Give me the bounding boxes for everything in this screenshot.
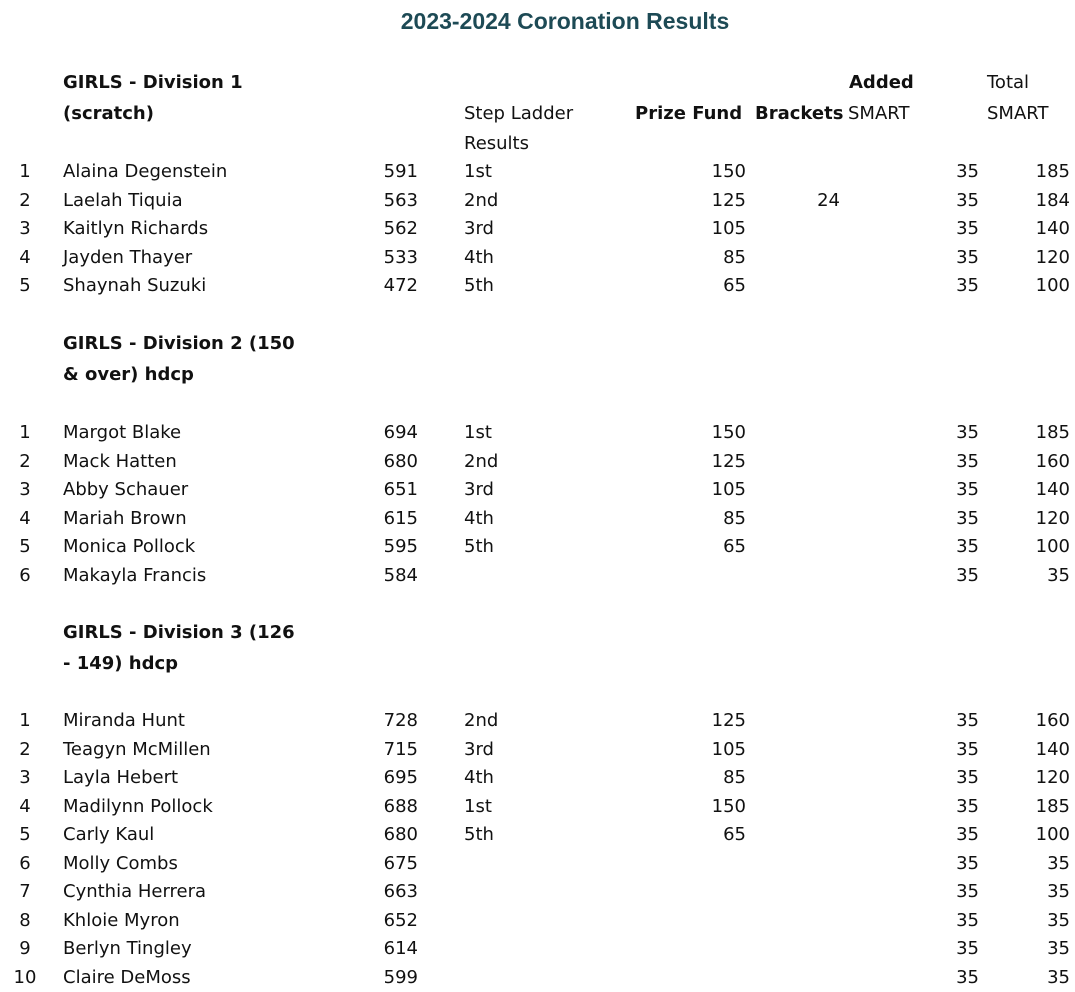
score-cell: 562 — [340, 215, 418, 244]
total-smart-cell: 100 — [1000, 821, 1070, 850]
table-row — [0, 448, 1075, 477]
step-ladder-cell: 4th — [464, 505, 494, 534]
added-smart-cell: 35 — [920, 272, 979, 301]
table-row — [0, 244, 1075, 273]
name-cell: Jayden Thayer — [63, 244, 192, 273]
added-smart-cell: 35 — [920, 562, 979, 591]
table-row — [0, 821, 1075, 850]
table-row — [0, 419, 1075, 448]
total-smart-cell: 35 — [1000, 850, 1070, 879]
prize-fund-cell: 85 — [650, 764, 746, 793]
rank-cell: 6 — [10, 850, 40, 879]
added-smart-cell: 35 — [920, 158, 979, 187]
division-3-subheading: - 149) hdcp — [63, 648, 178, 679]
total-smart-cell: 184 — [1000, 187, 1070, 216]
rank-cell: 5 — [10, 533, 40, 562]
step-ladder-cell: 2nd — [464, 187, 498, 216]
table-row — [0, 793, 1075, 822]
total-smart-header-line2: SMART — [987, 98, 1048, 129]
added-smart-cell: 35 — [920, 707, 979, 736]
step-ladder-cell: 3rd — [464, 736, 494, 765]
name-cell: Cynthia Herrera — [63, 878, 206, 907]
added-smart-cell: 35 — [920, 476, 979, 505]
name-cell: Alaina Degenstein — [63, 158, 227, 187]
name-cell: Abby Schauer — [63, 476, 188, 505]
rank-cell: 5 — [10, 272, 40, 301]
rank-cell: 10 — [10, 964, 40, 992]
division-3-table — [0, 707, 1075, 992]
total-smart-cell: 100 — [1000, 272, 1070, 301]
prize-fund-cell: 65 — [650, 272, 746, 301]
total-smart-cell: 35 — [1000, 907, 1070, 936]
total-smart-cell: 140 — [1000, 215, 1070, 244]
table-row — [0, 505, 1075, 534]
step-ladder-cell: 1st — [464, 419, 492, 448]
added-smart-cell: 35 — [920, 419, 979, 448]
table-row — [0, 476, 1075, 505]
name-cell: Molly Combs — [63, 850, 178, 879]
name-cell: Teagyn McMillen — [63, 736, 211, 765]
score-cell: 584 — [340, 562, 418, 591]
added-smart-cell: 35 — [920, 244, 979, 273]
step-ladder-cell: 4th — [464, 244, 494, 273]
prize-fund-cell: 125 — [650, 187, 746, 216]
name-cell: Laelah Tiquia — [63, 187, 183, 216]
table-row — [0, 736, 1075, 765]
rank-cell: 1 — [10, 707, 40, 736]
score-cell: 614 — [340, 935, 418, 964]
rank-cell: 2 — [10, 448, 40, 477]
added-smart-cell: 35 — [920, 821, 979, 850]
added-smart-cell: 35 — [920, 935, 979, 964]
table-row — [0, 878, 1075, 907]
score-cell: 688 — [340, 793, 418, 822]
added-smart-cell: 35 — [920, 533, 979, 562]
table-row — [0, 562, 1075, 591]
step-ladder-header-line2: Results — [464, 128, 529, 159]
score-cell: 715 — [340, 736, 418, 765]
rank-cell: 4 — [10, 244, 40, 273]
table-row — [0, 935, 1075, 964]
name-cell: Kaitlyn Richards — [63, 215, 208, 244]
added-smart-cell: 35 — [920, 878, 979, 907]
name-cell: Mack Hatten — [63, 448, 177, 477]
rank-cell: 4 — [10, 505, 40, 534]
total-smart-cell: 160 — [1000, 448, 1070, 477]
total-smart-cell: 35 — [1000, 935, 1070, 964]
total-smart-cell: 35 — [1000, 964, 1070, 992]
table-row — [0, 533, 1075, 562]
table-row — [0, 850, 1075, 879]
score-cell: 651 — [340, 476, 418, 505]
prize-fund-cell: 105 — [650, 215, 746, 244]
division-1-subheading: (scratch) — [63, 98, 154, 129]
score-cell: 533 — [340, 244, 418, 273]
step-ladder-cell: 5th — [464, 272, 494, 301]
name-cell: Margot Blake — [63, 419, 181, 448]
rank-cell: 3 — [10, 215, 40, 244]
rank-cell: 3 — [10, 764, 40, 793]
total-smart-cell: 120 — [1000, 764, 1070, 793]
prize-fund-cell: 150 — [650, 158, 746, 187]
name-cell: Makayla Francis — [63, 562, 206, 591]
name-cell: Claire DeMoss — [63, 964, 191, 992]
total-smart-cell: 160 — [1000, 707, 1070, 736]
total-smart-cell: 185 — [1000, 419, 1070, 448]
name-cell: Monica Pollock — [63, 533, 195, 562]
step-ladder-cell: 5th — [464, 821, 494, 850]
total-smart-cell: 140 — [1000, 736, 1070, 765]
step-ladder-cell: 2nd — [464, 448, 498, 477]
score-cell: 615 — [340, 505, 418, 534]
score-cell: 563 — [340, 187, 418, 216]
rank-cell: 3 — [10, 476, 40, 505]
table-row — [0, 707, 1075, 736]
total-smart-cell: 35 — [1000, 562, 1070, 591]
prize-fund-cell: 65 — [650, 821, 746, 850]
table-row — [0, 764, 1075, 793]
step-ladder-cell: 1st — [464, 158, 492, 187]
added-smart-cell: 35 — [920, 215, 979, 244]
name-cell: Carly Kaul — [63, 821, 154, 850]
table-row — [0, 187, 1075, 216]
score-cell: 675 — [340, 850, 418, 879]
prize-fund-cell: 150 — [650, 419, 746, 448]
name-cell: Shaynah Suzuki — [63, 272, 206, 301]
division-2-heading: GIRLS - Division 2 (150 — [63, 328, 295, 359]
total-smart-cell: 35 — [1000, 878, 1070, 907]
name-cell: Khloie Myron — [63, 907, 180, 936]
score-cell: 472 — [340, 272, 418, 301]
name-cell: Berlyn Tingley — [63, 935, 192, 964]
rank-cell: 2 — [10, 736, 40, 765]
brackets-header: Brackets — [755, 98, 843, 129]
step-ladder-cell: 1st — [464, 793, 492, 822]
table-row — [0, 907, 1075, 936]
score-cell: 595 — [340, 533, 418, 562]
added-smart-cell: 35 — [920, 850, 979, 879]
division-2-table — [0, 419, 1075, 590]
score-cell: 591 — [340, 158, 418, 187]
division-3-heading: GIRLS - Division 3 (126 — [63, 617, 295, 648]
rank-cell: 2 — [10, 187, 40, 216]
prize-fund-cell: 65 — [650, 533, 746, 562]
table-row — [0, 272, 1075, 301]
division-1-heading: GIRLS - Division 1 — [63, 67, 243, 98]
prize-fund-cell: 150 — [650, 793, 746, 822]
brackets-cell: 24 — [760, 187, 840, 216]
rank-cell: 9 — [10, 935, 40, 964]
total-smart-cell: 100 — [1000, 533, 1070, 562]
name-cell: Layla Hebert — [63, 764, 178, 793]
table-row — [0, 158, 1075, 187]
total-smart-cell: 120 — [1000, 244, 1070, 273]
name-cell: Mariah Brown — [63, 505, 187, 534]
score-cell: 599 — [340, 964, 418, 992]
prize-fund-cell: 105 — [650, 476, 746, 505]
score-cell: 663 — [340, 878, 418, 907]
prize-fund-cell: 105 — [650, 736, 746, 765]
table-row — [0, 215, 1075, 244]
prize-fund-cell: 85 — [650, 505, 746, 534]
table-row — [0, 964, 1075, 992]
division-2-subheading: & over) hdcp — [63, 359, 194, 390]
rank-cell: 8 — [10, 907, 40, 936]
rank-cell: 7 — [10, 878, 40, 907]
rank-cell: 1 — [10, 158, 40, 187]
rank-cell: 1 — [10, 419, 40, 448]
prize-fund-cell: 125 — [650, 448, 746, 477]
score-cell: 652 — [340, 907, 418, 936]
added-smart-cell: 35 — [920, 964, 979, 992]
added-smart-header-line2: SMART — [848, 98, 909, 129]
step-ladder-header: Step Ladder — [464, 98, 573, 129]
division-1-table — [0, 158, 1075, 301]
score-cell: 680 — [340, 448, 418, 477]
prize-fund-cell: 125 — [650, 707, 746, 736]
step-ladder-cell: 5th — [464, 533, 494, 562]
total-smart-cell: 120 — [1000, 505, 1070, 534]
rank-cell: 6 — [10, 562, 40, 591]
prize-fund-header: Prize Fund — [635, 98, 742, 129]
added-smart-cell: 35 — [920, 736, 979, 765]
added-smart-cell: 35 — [920, 764, 979, 793]
rank-cell: 5 — [10, 821, 40, 850]
page-title: 2023-2024 Coronation Results — [0, 8, 1075, 35]
total-smart-cell: 140 — [1000, 476, 1070, 505]
step-ladder-cell: 2nd — [464, 707, 498, 736]
step-ladder-cell: 4th — [464, 764, 494, 793]
step-ladder-cell: 3rd — [464, 215, 494, 244]
total-smart-header: Total — [987, 67, 1029, 98]
total-smart-cell: 185 — [1000, 793, 1070, 822]
added-smart-cell: 35 — [920, 187, 979, 216]
name-cell: Miranda Hunt — [63, 707, 185, 736]
added-smart-cell: 35 — [920, 505, 979, 534]
prize-fund-cell: 85 — [650, 244, 746, 273]
score-cell: 680 — [340, 821, 418, 850]
added-smart-cell: 35 — [920, 907, 979, 936]
added-smart-cell: 35 — [920, 448, 979, 477]
score-cell: 728 — [340, 707, 418, 736]
step-ladder-cell: 3rd — [464, 476, 494, 505]
score-cell: 694 — [340, 419, 418, 448]
score-cell: 695 — [340, 764, 418, 793]
added-smart-cell: 35 — [920, 793, 979, 822]
total-smart-cell: 185 — [1000, 158, 1070, 187]
added-smart-header: Added — [849, 67, 914, 98]
name-cell: Madilynn Pollock — [63, 793, 213, 822]
rank-cell: 4 — [10, 793, 40, 822]
